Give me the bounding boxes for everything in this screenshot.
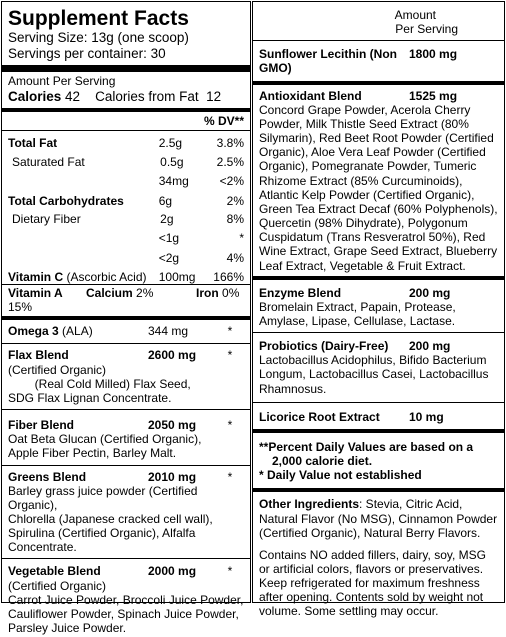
licorice-root: Licorice Root Extract 10 mg — [259, 409, 444, 424]
enzyme-blend: Enzyme Blend 200 mg Bromelain Extract, Papain, Protease, Amylase, Lipase, Cellulase, Lactase. — [259, 285, 456, 328]
calories-value: 42 — [65, 88, 81, 104]
other-ingredients: Other Ingredients: Stevia, Citric Acid, Natural Flavor (No MSG), Cinnamon Powder (Certified Organic), Natural Berry Flavors. Contains NO added fillers, dairy, soy, MSG or artificial colors, flavors or preservatives. Keep refrigerated for maximum freshness after opening. Contents sold by weight not volume. Some settling may occur. — [259, 497, 498, 619]
nutrient-row: Saturated Fat 0.5g 2.5% — [12, 154, 244, 169]
flax-blend: Flax Blend 2600 mg * (Certified Organic) (Real Cold Milled) Flax Seed, SDG Flax Lignan Concentrate. — [8, 348, 233, 405]
greens-blend: Greens Blend 2010 mg * Barley grass juice powder (Certified Organic), Chlorella (Japanese cracked cell wall), Spirulina (Certified Organic), Alfalfa Concentrate. — [8, 469, 233, 555]
nutrient-row: Dietary Fiber 2g 8% — [12, 212, 244, 227]
nutrient-row: 34mg <2% — [158, 174, 244, 189]
dv-header: % DV** — [204, 113, 245, 128]
calories-fat-value: 12 — [206, 88, 222, 104]
vitamins-row: Vitamin A 15% Calcium 2% Iron 0% — [8, 285, 240, 315]
contains-statement: Contains NO added fillers, dairy, soy, MSG or artificial colors, flavors or preservatives. Keep refrigerated for maximum freshness after opening. Contents sold by weight not volume. Some settling may occur. — [259, 547, 486, 619]
facts-left-column — [1, 1, 251, 636]
calories-fat-label: Calories from Fat — [95, 88, 199, 104]
vegetable-blend: Vegetable Blend 2000 mg * (Certified Organic) Carrot Juice Powder, Broccoli Juice Powder, Cauliflower Powder, Spinach Juice Powder, Parsley Juice Powder. — [8, 564, 244, 636]
probiotics: Probiotics (Dairy-Free) 200 mg Lactobacillus Acidophilus, Bifido Bacterium Longum, Lactobacillus Casei, Lactobacillus Rhamnosus. — [259, 339, 489, 396]
vitamin-c-row: Vitamin C (Ascorbic Acid) 100mg 166% — [8, 269, 244, 284]
servings-per-container: Servings per container: 30 — [8, 46, 166, 62]
nutrient-row: Total Fat 2.5g 3.8% — [8, 135, 244, 150]
fiber-blend: Fiber Blend 2050 mg * Oat Beta Glucan (Certified Organic), Apple Fiber Pectin, Barley Malt. — [8, 418, 233, 461]
dv-header-row — [2, 112, 250, 128]
calories-label: Calories — [8, 88, 62, 104]
calories-row — [2, 89, 250, 108]
facts-right-column — [252, 1, 505, 619]
amount-header: Amount Per Serving — [394, 8, 458, 37]
nutrient-row: <1g * — [158, 231, 244, 246]
nutrient-row: <2g 4% — [158, 250, 244, 265]
facts-title: Supplement Facts — [8, 7, 189, 30]
nutrient-list — [2, 131, 250, 284]
sunflower-lecithin: Sunflower Lecithin (Non GMO) 1800 mg — [259, 47, 458, 76]
amount-per-serving: Amount Per Serving — [8, 74, 116, 89]
nutrient-row: Total Carbohydrates 6g 2% — [8, 194, 244, 209]
antioxidant-blend: Antioxidant Blend 1525 mg Concord Grape Powder, Acerola Cherry Powder, Milk Thistle Seed Extract (80% Silymarin), Red Beet Root Powder (Certified Organic), Aloe Vera Leaf Powder (Certified Organic), Pomegranate Powder, Tumeric Rhizome Extract (85% Curcuminoids), Atlantic Kelp Powder (Certified Organic), Green Tea Extract Decaf (60% Polyphenols), Quercetin (98% Dihydrate), Polygonum Cuspidatum (Trans Resveratrol 50%), Red Wine Extract, Grape Seed Extract, Blueberry Leaf Extract, Vegetable & Fruit Extract. — [259, 88, 498, 273]
omega-row: Omega 3 (ALA) 344 mg * — [8, 324, 233, 339]
footnotes: **Percent Daily Values are based on a 2,000 calorie diet. * Daily Value not established — [259, 439, 474, 483]
serving-size: Serving Size: 13g (one scoop) — [8, 30, 189, 46]
